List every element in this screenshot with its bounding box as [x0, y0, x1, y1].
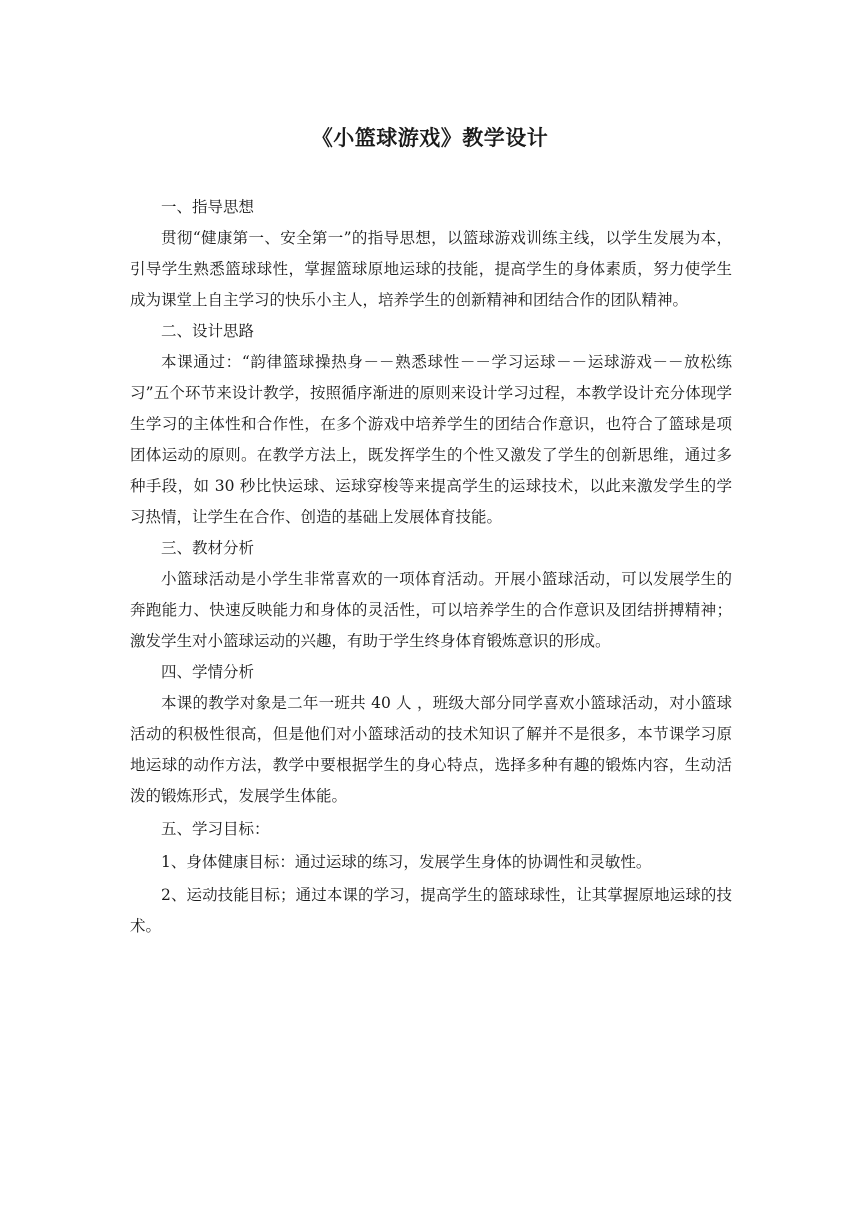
section-heading-design-idea: 二、设计思路	[161, 322, 255, 340]
document-title: 《小篮球游戏》教学设计	[311, 125, 549, 150]
paragraph-design-idea: 本课通过：“韵律篮球操热身－－熟悉球性－－学习运球－－运球游戏－－放松练习”五个环节来设计教学，按照循序渐进的原则来设计学习过程，本教学设计充分体现学生学习的主体性和合作性，在多个游戏中培养学生的团结合作意识，也符合了篮球是项团体运动的原则。在教学方法上，既发挥学生的个性又激发了学生的创新思维，通过多种手段，如 30 秒比快运球、运球穿梭等来提高学生的运球技术，以此来激发学生的学习热情，让学生在合作、创造的基础上发展体育技能。	[130, 353, 732, 526]
section-heading-guiding-ideology: 一、指导思想	[161, 198, 255, 216]
section-heading-learner-analysis: 四、学情分析	[161, 663, 255, 681]
section-heading-material-analysis: 三、教材分析	[161, 539, 255, 557]
paragraph-learner-analysis: 本课的教学对象是二年一班共 40 人 ，班级大部分同学喜欢小篮球活动，对小篮球活动的积极性很高，但是他们对小篮球活动的技术知识了解并不是很多，本节课学习原地运球的动作方法，教学中要根据学生的身心特点，选择多种有趣的锻炼内容，生动活泼的锻炼形式，发展学生体能。	[130, 694, 732, 805]
paragraph-goal-motor-skills: 2、运动技能目标；通过本课的学习，提高学生的篮球球性，让其掌握原地运球的技术。	[130, 886, 732, 935]
paragraph-guiding-ideology: 贯彻“健康第一、安全第一”的指导思想，以篮球游戏训练主线，以学生发展为本，引导学生熟悉篮球球性，掌握篮球原地运球的技能，提高学生的身体素质，努力使学生成为课堂上自主学习的快乐小主人，培养学生的创新精神和团结合作的团队精神。	[130, 229, 732, 309]
section-heading-learning-goals: 五、学习目标：	[161, 820, 270, 838]
paragraph-goal-physical-health: 1、身体健康目标：通过运球的练习，发展学生身体的协调性和灵敏性。	[161, 853, 652, 871]
document-body	[130, 192, 732, 942]
paragraph-material-analysis: 小篮球活动是小学生非常喜欢的一项体育活动。开展小篮球活动，可以发展学生的奔跑能力、快速反映能力和身体的灵活性，可以培养学生的合作意识及团结拼搏精神；激发学生对小篮球运动的兴趣，有助于学生终身体育锻炼意识的形成。	[130, 570, 732, 650]
